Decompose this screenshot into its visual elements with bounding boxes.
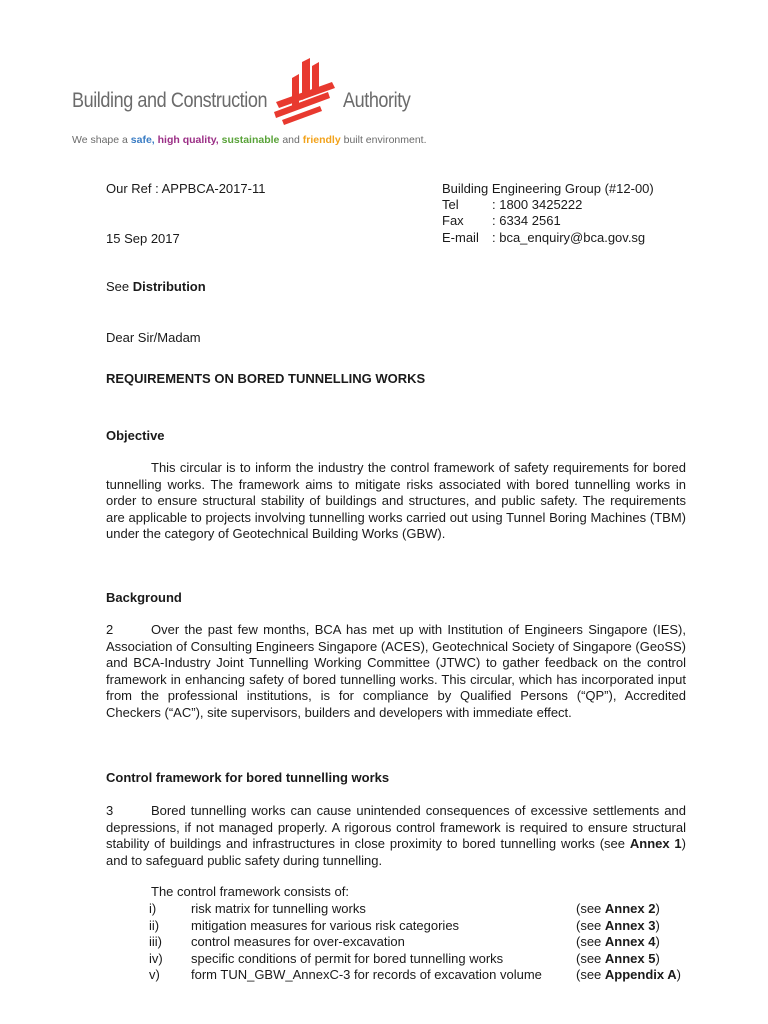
list-item-ref: (see Appendix A) — [576, 967, 681, 983]
list-item-text: form TUN_GBW_AnnexC-3 for records of excavation volume — [191, 967, 542, 983]
email-label: E-mail — [442, 230, 479, 245]
list-item-number: iii) — [149, 934, 162, 950]
annex-1-ref: Annex 1 — [629, 836, 682, 852]
control-text-b: ) and to safeguard public safety during tunnelling. — [106, 836, 686, 868]
objective-paragraph: This circular is to inform the industry the control framework of safety requirements for bored tunnelling works. The framework aims to mitigate risks associated with bored tunnelling works in order to ensure structural stability of buildings and structures, and public safety. The requirements are applicable to projects involving tunnelling works carried out using Tunnel Boring Machines (TBM) under the category of Geotechnical Building Works (GBW). — [106, 460, 686, 542]
list-item — [149, 934, 689, 951]
list-item — [149, 901, 689, 918]
bca-logo-icon — [272, 56, 342, 128]
objective-heading: Objective — [106, 428, 165, 443]
contact-group: Building Engineering Group (#12-00) — [442, 181, 654, 196]
tagline-safe: safe, — [130, 134, 155, 146]
tagline — [72, 134, 427, 146]
tel-value: : 1800 3425222 — [492, 197, 583, 212]
fax-label: Fax — [442, 213, 464, 228]
list-item-ref: (see Annex 4) — [576, 934, 660, 950]
org-name-left: Building and Construction — [72, 89, 268, 112]
letter-date: 15 Sep 2017 — [106, 231, 180, 246]
see-prefix: See — [106, 279, 133, 294]
background-text: Over the past few months, BCA has met up with Institution of Engineers Singapore (IES), Association of Consulting Engineers Singapore (ACES), Geotechnical Society of Singapore (GeoSS) and BCA-Industry Joint Tunnelling Working Committee (JTWC) to gather feedback on the control framework in enhancing safety of bored tunnelling works. This circular, which has incorporated input from the professional institutions, is for compliance by Qualified Persons (“QP”), Accredited Checkers (“AC”), site supervisors, builders and developers with immediate effect. — [106, 622, 686, 720]
list-item-text: mitigation measures for various risk categories — [191, 917, 460, 933]
our-reference: Our Ref : APPBCA-2017-11 — [106, 181, 266, 196]
control-framework-heading: Control framework for bored tunnelling works — [106, 770, 390, 785]
list-item-text: control measures for over-excavation — [191, 934, 405, 950]
fax-value: : 6334 2561 — [492, 213, 561, 228]
tagline-high-quality: high quality, — [157, 134, 219, 146]
list-item-ref: (see Annex 5) — [576, 950, 660, 966]
distribution-label: Distribution — [132, 279, 206, 294]
list-item-text: risk matrix for tunnelling works — [191, 901, 366, 916]
tagline-friendly: friendly — [302, 134, 341, 146]
list-item-ref: (see Annex 2) — [576, 901, 660, 916]
tagline-prefix: We shape a — [72, 134, 131, 146]
control-text-a: Bored tunnelling works can cause unintended consequences of excessive settlements and depressions, if not managed properly. A rigorous control framework is required to ensure structural stability of buildings and infrastructures in close proximity to bored tunnelling works (see — [106, 803, 686, 852]
tagline-sustainable: sustainable — [221, 134, 280, 146]
email-value: : bca_enquiry@bca.gov.sg — [492, 230, 646, 245]
background-number: 2 — [106, 622, 114, 637]
salutation: Dear Sir/Madam — [106, 330, 201, 345]
background-paragraph — [106, 622, 686, 722]
see-distribution — [106, 279, 206, 296]
list-item — [149, 967, 689, 984]
org-name-right: Authority — [343, 89, 411, 112]
control-paragraph — [106, 803, 686, 869]
background-heading: Background — [106, 590, 182, 605]
tagline-and: and — [282, 134, 300, 146]
list-item-text: specific conditions of permit for bored tunnelling works — [191, 950, 504, 966]
list-item-number: i) — [149, 901, 157, 916]
list-item — [149, 951, 689, 968]
control-framework-list — [149, 901, 689, 1001]
list-item-number: iv) — [149, 950, 163, 966]
control-number: 3 — [106, 803, 114, 818]
list-intro: The control framework consists of: — [151, 884, 349, 899]
list-item-number: v) — [149, 967, 160, 983]
list-item-ref: (see Annex 3) — [576, 917, 660, 933]
tagline-suffix: built environment. — [343, 134, 427, 146]
tel-label: Tel — [442, 197, 459, 212]
letter-title: REQUIREMENTS ON BORED TUNNELLING WORKS — [106, 371, 426, 386]
list-item-number: ii) — [149, 917, 160, 933]
list-item — [149, 918, 689, 935]
